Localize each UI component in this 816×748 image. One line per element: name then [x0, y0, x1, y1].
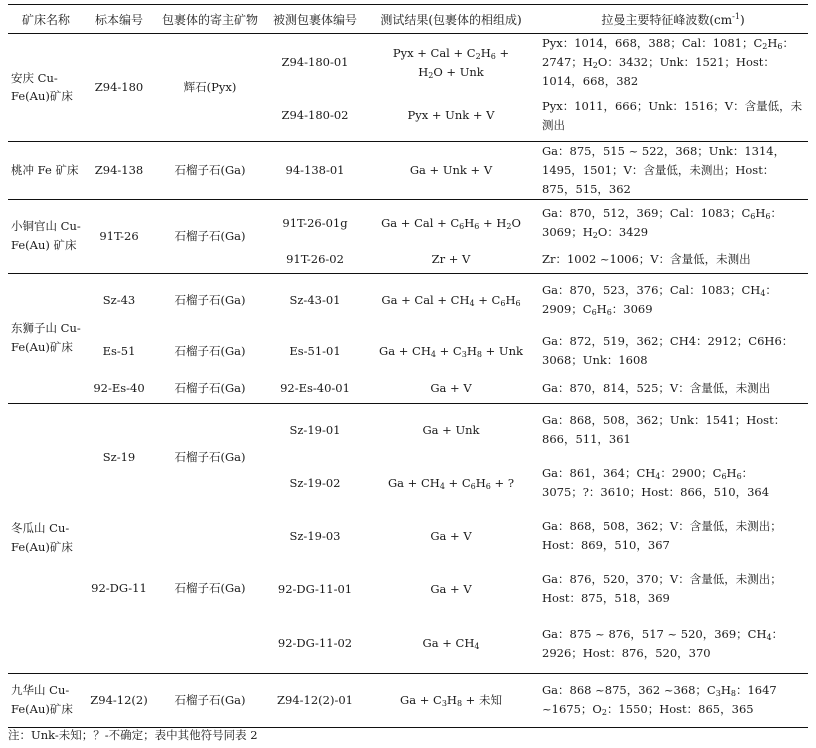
- host-cell: 辉石(Pyx): [183, 79, 237, 94]
- host-cell: 石榴子石(Ga): [154, 403, 266, 563]
- result-cell: $Ga + CH_4$: [422, 636, 480, 652]
- host-cell: 石榴子石(Ga): [174, 381, 246, 396]
- inclusion-id-cell: Z94-180-02: [281, 108, 349, 123]
- header-host-mineral: 包裹体的寄主矿物: [154, 5, 266, 34]
- header-raman-unit-sup: -1: [732, 11, 740, 21]
- header-raman-peaks: [538, 5, 808, 34]
- raman-cell: Ga：872，519，362；CH4：2912；C6H6：3068；Unk：1608: [542, 334, 794, 367]
- table-footnote: 注：Unk-未知；？-不确定；表中其他符号同表 2: [8, 728, 258, 742]
- raman-cell: Ga：868 ~875，362 ~368；$C_3H_8$：1647 ~1675；$O_2$：1550；Host：865，365: [538, 673, 808, 727]
- table-row: [8, 563, 808, 615]
- raman-cell: Pyx：1014，668，388；Cal：1081；$C_2H_6$：2747；$H_2O$：3432；Unk：1521；Host：1014，668，382: [542, 36, 795, 88]
- header-raman-text: 拉曼主要特征峰波数(cm: [601, 12, 733, 27]
- raman-cell: Ga：875，515 ~ 522，368；Unk：1314，1495，1501；V：含量低，未测出；Host：875，515，362: [538, 141, 808, 199]
- result-cell: $Ga + C_3H_8$ + 未知: [364, 673, 538, 727]
- result-cell: Ga + Unk + V: [364, 141, 538, 199]
- inclusion-id-cell: Sz-19-03: [289, 528, 341, 543]
- sample-cell: 91T-26: [84, 199, 154, 273]
- host-cell: 石榴子石(Ga): [174, 581, 246, 595]
- raman-table: [8, 4, 808, 728]
- table-row: [8, 273, 808, 327]
- raman-cell: Ga：868，508，362；V：含量低，未测出；Host：869，510，367: [542, 519, 782, 552]
- raman-cell: Ga：875 ~ 876，517 ~ 520，369；$CH_4$：2926；Host：876，520，370: [542, 626, 784, 660]
- result-cell: $Ga + CH_4 + C_3H_8$ + Unk: [379, 343, 523, 359]
- table-row: [8, 141, 808, 199]
- raman-cell: Zr：1002 ~1006；V：含量低，未测出: [542, 252, 751, 267]
- inclusion-id-cell: 94-138-01: [266, 141, 364, 199]
- header-inclusion-id: 被测包裹体编号: [266, 5, 364, 34]
- deposit-cell: 冬瓜山 Cu-Fe(Au)矿床: [8, 403, 84, 673]
- raman-cell: Pyx：1011，666；Unk：1516；V：含量低，未测出: [542, 98, 803, 132]
- sample-cell: Es-51: [102, 343, 136, 358]
- result-cell: Ga + V: [430, 528, 472, 543]
- raman-cell: Ga：870，523，376；Cal：1083；$CH_4$：2909；$C_6H_6$：3069: [538, 273, 808, 327]
- table-row: [8, 327, 808, 375]
- inclusion-id-cell: 92-DG-11-02: [277, 636, 353, 651]
- sample-cell: Sz-19: [84, 403, 154, 563]
- raman-cell: Ga：868，508，362；Unk：1541；Host：866，511，361: [538, 403, 808, 457]
- raman-cell: Ga：870，512，369；Cal：1083；$C_6H_6$：3069；$H_2O$：3429: [538, 199, 808, 247]
- inclusion-id-cell: 92-DG-11-01: [277, 581, 353, 596]
- table-row: [8, 375, 808, 403]
- header-raman-close: ): [739, 12, 745, 27]
- host-cell: 石榴子石(Ga): [154, 199, 266, 273]
- sample-cell: Z94-180: [94, 79, 144, 94]
- table-row: [8, 673, 808, 727]
- result-cell: Ga + Cal + $CH_4 + C_6H_6$: [364, 273, 538, 327]
- inclusion-id-cell: 91T-26-02: [286, 252, 344, 267]
- deposit-cell: 小铜官山 Cu-Fe(Au) 矿床: [8, 199, 84, 273]
- table-row: [8, 34, 808, 92]
- inclusion-id-cell: Sz-19-01: [266, 403, 364, 457]
- header-test-result: 测试结果(包裹体的相组成): [364, 5, 538, 34]
- raman-cell: Ga：876，520，370；V：含量低，未测出；Host：875，518，369: [542, 572, 782, 605]
- result-cell: Ga + Unk: [364, 403, 538, 457]
- sample-cell: 92-Es-40: [93, 381, 145, 396]
- result-cell: Ga + V: [430, 381, 472, 396]
- table-row: [8, 403, 808, 457]
- deposit-cell: 九华山 Cu-Fe(Au)矿床: [8, 673, 84, 727]
- inclusion-id-cell: 92-Es-40-01: [280, 381, 350, 396]
- inclusion-id-cell: Sz-43-01: [266, 273, 364, 327]
- sample-cell: 92-DG-11: [91, 581, 147, 595]
- deposit-cell: 桃冲 Fe 矿床: [8, 141, 84, 199]
- inclusion-id-cell: 91T-26-01g: [266, 199, 364, 247]
- header-row: [8, 5, 808, 34]
- inclusion-id-cell: Z94-12(2)-01: [266, 673, 364, 727]
- host-cell: 石榴子石(Ga): [174, 343, 246, 358]
- inclusion-id-cell: Es-51-01: [289, 343, 341, 358]
- raman-table-container: [8, 4, 808, 728]
- host-cell: 石榴子石(Ga): [154, 273, 266, 327]
- header-sample: 标本编号: [84, 5, 154, 34]
- result-cell: Pyx + Cal + $C_2H_6$ + $H_2O$ + Unk: [392, 45, 510, 80]
- sample-cell: Sz-43: [84, 273, 154, 327]
- sample-cell: Z94-138: [84, 141, 154, 199]
- result-cell: Pyx + Unk + V: [407, 108, 495, 123]
- header-deposit: 矿床名称: [8, 5, 84, 34]
- deposit-cell: 安庆 Cu-Fe(Au)矿床: [11, 71, 73, 104]
- result-cell: Ga + Cal + $C_6H_6 + H_2O$: [364, 199, 538, 247]
- raman-cell: Ga：861，364；$CH_4$：2900；$C_6H_6$：3075；?：3610；Host：866，510，364: [542, 466, 770, 499]
- deposit-cell: 东狮子山 Cu-Fe(Au)矿床: [8, 273, 84, 403]
- inclusion-id-cell: Sz-19-02: [289, 475, 341, 490]
- host-cell: 石榴子石(Ga): [154, 141, 266, 199]
- result-cell: $Ga + CH_4 + C_6H_6$ + ?: [387, 475, 514, 491]
- result-cell: Ga + V: [430, 581, 472, 596]
- inclusion-id-cell: Z94-180-01: [281, 55, 349, 69]
- table-row: [8, 199, 808, 247]
- sample-cell: Z94-12(2): [84, 673, 154, 727]
- result-cell: Zr + V: [431, 252, 471, 267]
- raman-cell: Ga：870，814，525；V：含量低，未测出: [542, 381, 771, 396]
- host-cell: 石榴子石(Ga): [154, 673, 266, 727]
